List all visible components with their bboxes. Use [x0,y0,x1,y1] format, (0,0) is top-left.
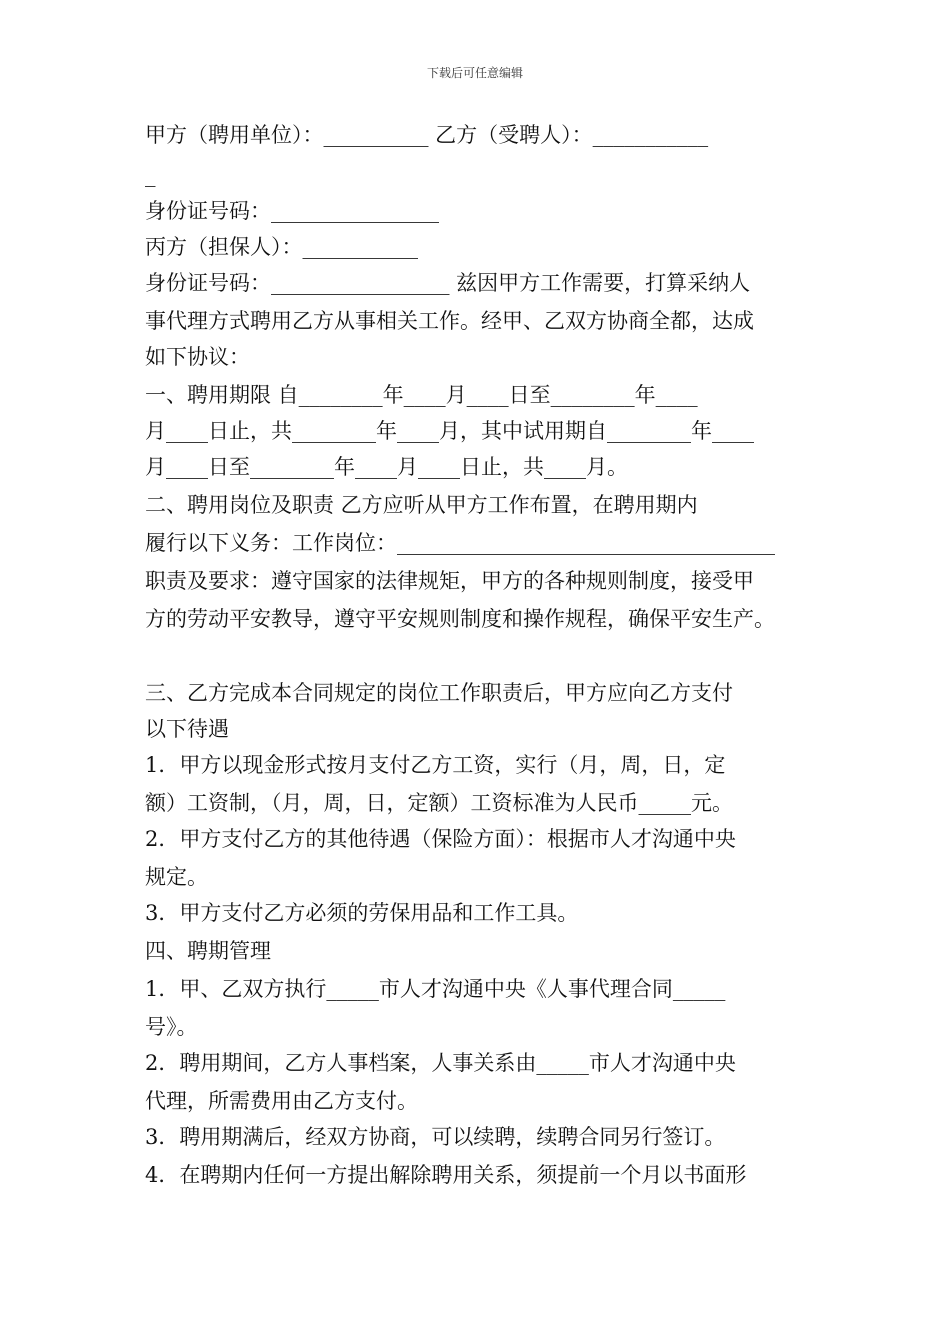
text-line: 1．甲、乙双方执行_____市人才沟通中央《人事代理合同_____ [145,977,726,1001]
text-line: 4．在聘期内任何一方提出解除聘用关系，须提前一个月以书面形 [145,1163,747,1187]
text-line: 以下待遇 [145,717,229,741]
text-line: 规定。 [145,865,208,889]
text-line: 代理，所需费用由乙方支付。 [145,1089,418,1113]
text-line: 方的劳动平安教导，遵守平安规则制度和操作规程，确保平安生产。 [145,607,775,631]
text-line: 月____日止，共________年____月，其中试用期自________年____ [145,419,754,443]
text-line: 身份证号码：________________ [145,199,439,223]
text-line: 一、聘用期限 自________年____月____日至________年____ [145,383,698,407]
text-line: 2．聘用期间，乙方人事档案，人事关系由_____市人才沟通中央 [145,1051,736,1075]
text-line: 二、聘用岗位及职责 乙方应听从甲方工作布置，在聘用期内 [145,493,698,517]
text-line: _ [145,163,156,187]
text-line: 甲方（聘用单位）：__________ 乙方（受聘人）：___________ [145,123,709,147]
text-line: 1．甲方以现金形式按月支付乙方工资，实行（月，周，日，定 [145,753,726,777]
text-line: 3．甲方支付乙方必须的劳保用品和工作工具。 [145,901,579,925]
text-line: 职责及要求：遵守国家的法律规矩，甲方的各种规则制度，接受甲 [145,569,754,593]
text-line: 丙方（担保人）：___________ [145,235,418,259]
text-line: 四、聘期管理 [145,939,271,963]
text-line: 月____日至________年____月____日止，共____月。 [145,455,628,479]
text-line: 3．聘用期满后，经双方协商，可以续聘，续聘合同另行签订。 [145,1125,726,1149]
text-line: 三、乙方完成本合同规定的岗位工作职责后，甲方应向乙方支付 [145,681,733,705]
page-header: 下载后可任意编辑 [426,66,523,80]
text-line: 如下协议： [145,345,250,369]
text-line: 号》。 [145,1015,198,1039]
text-line: 额）工资制，（月，周，日，定额）工资标准为人民币_____元。 [145,791,733,815]
text-line: 履行以下义务：工作岗位：____________________________________ [145,531,775,555]
text-line: 事代理方式聘用乙方从事相关工作。经甲、乙双方协商全都，达成 [145,309,754,333]
text-line: 2．甲方支付乙方的其他待遇（保险方面）：根据市人才沟通中央 [145,827,736,851]
text-line: 身份证号码：_________________ 兹因甲方工作需要，打算采纳人 [145,271,751,295]
